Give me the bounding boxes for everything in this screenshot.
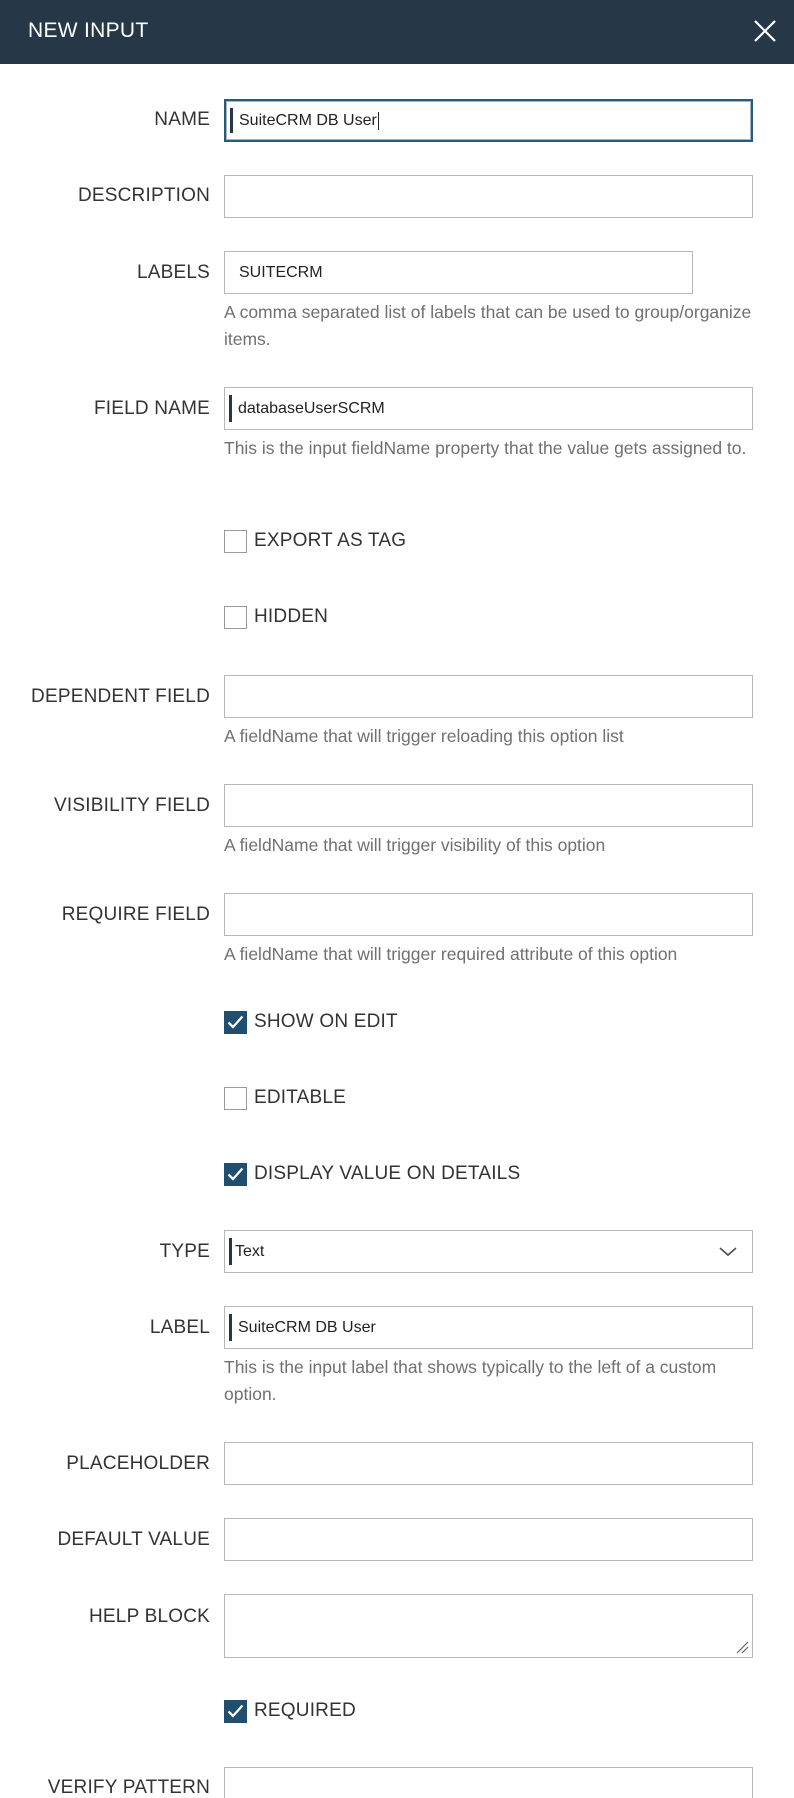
description-input[interactable] (224, 175, 753, 218)
field-name-label: FIELD NAME (93, 398, 210, 419)
description-label: DESCRIPTION (77, 185, 210, 206)
hidden-checkbox[interactable] (224, 606, 247, 629)
dependent-field-label: DEPENDENT FIELD (31, 686, 210, 707)
show-on-edit-checkbox-row[interactable] (224, 1010, 398, 1034)
show-on-edit-checkbox[interactable] (224, 1011, 247, 1034)
input-label-label: LABEL (149, 1317, 210, 1338)
close-icon[interactable] (752, 18, 778, 44)
editable-checkbox-row[interactable] (224, 1086, 346, 1110)
input-label-input-value: SuiteCRM DB User (238, 1318, 376, 1336)
check-icon (227, 1015, 244, 1029)
hidden-checkbox-row[interactable] (224, 605, 328, 629)
export-as-tag-checkbox-row[interactable] (224, 529, 406, 553)
field-name-help-text: This is the input fieldName property that the value gets assigned to. (224, 438, 747, 458)
type-select-value: Text (235, 1242, 265, 1260)
visibility-field-label: VISIBILITY FIELD (54, 795, 210, 816)
labels-label: LABELS (136, 262, 210, 283)
chevron-down-icon (718, 1244, 738, 1258)
field-name-input-value: databaseUserSCRM (238, 399, 385, 417)
visibility-field-input[interactable] (224, 784, 753, 827)
check-icon (227, 1167, 244, 1181)
name-label: NAME (154, 109, 210, 130)
labels-input-value: SUITECRM (239, 263, 323, 281)
type-label: TYPE (159, 1241, 210, 1262)
display-value-on-details-label: DISPLAY VALUE ON DETAILS (254, 1163, 521, 1184)
export-as-tag-label: EXPORT AS TAG (254, 530, 407, 551)
verify-pattern-input[interactable] (224, 1767, 753, 1798)
dependent-field-input[interactable] (224, 675, 753, 718)
dialog-title: NEW INPUT (28, 19, 149, 42)
dialog-header (0, 0, 794, 64)
help-block-label: HELP BLOCK (89, 1606, 210, 1627)
required-checkbox[interactable] (224, 1700, 247, 1723)
placeholder-input[interactable] (224, 1442, 753, 1485)
require-field-input[interactable] (224, 893, 753, 936)
editable-label: EDITABLE (254, 1087, 347, 1108)
name-input-value: SuiteCRM DB User (239, 111, 377, 129)
check-icon (227, 1704, 244, 1718)
show-on-edit-label: SHOW ON EDIT (254, 1011, 398, 1032)
default-value-label: DEFAULT VALUE (57, 1529, 210, 1550)
field-name-input[interactable] (224, 387, 753, 430)
require-field-label: REQUIRE FIELD (61, 904, 210, 925)
display-value-on-details-checkbox[interactable] (224, 1163, 247, 1186)
input-label-help-text: This is the input label that shows typically to the left of a custom option. (224, 1357, 717, 1404)
required-label: REQUIRED (254, 1700, 356, 1721)
type-select[interactable] (224, 1230, 753, 1273)
input-label-input[interactable] (224, 1306, 753, 1349)
required-checkbox-row[interactable] (224, 1699, 356, 1723)
dependent-field-help-text: A fieldName that will trigger reloading this option list (224, 726, 624, 746)
visibility-field-help-text: A fieldName that will trigger visibility of this option (224, 835, 606, 855)
hidden-label: HIDDEN (254, 606, 329, 627)
placeholder-label: PLACEHOLDER (66, 1453, 210, 1474)
resize-grip-icon[interactable] (735, 1640, 749, 1654)
labels-help-text: A comma separated list of labels that can be used to group/organize items. (224, 302, 752, 349)
verify-pattern-label: VERIFY PATTERN (47, 1777, 210, 1798)
help-block-textarea[interactable] (224, 1594, 753, 1658)
labels-input[interactable] (224, 251, 693, 294)
export-as-tag-checkbox[interactable] (224, 530, 247, 553)
text-caret (378, 112, 379, 130)
default-value-input[interactable] (224, 1518, 753, 1561)
require-field-help-text: A fieldName that will trigger required attribute of this option (224, 944, 678, 964)
editable-checkbox[interactable] (224, 1087, 247, 1110)
name-input[interactable] (224, 99, 753, 142)
display-value-on-details-checkbox-row[interactable] (224, 1162, 520, 1186)
